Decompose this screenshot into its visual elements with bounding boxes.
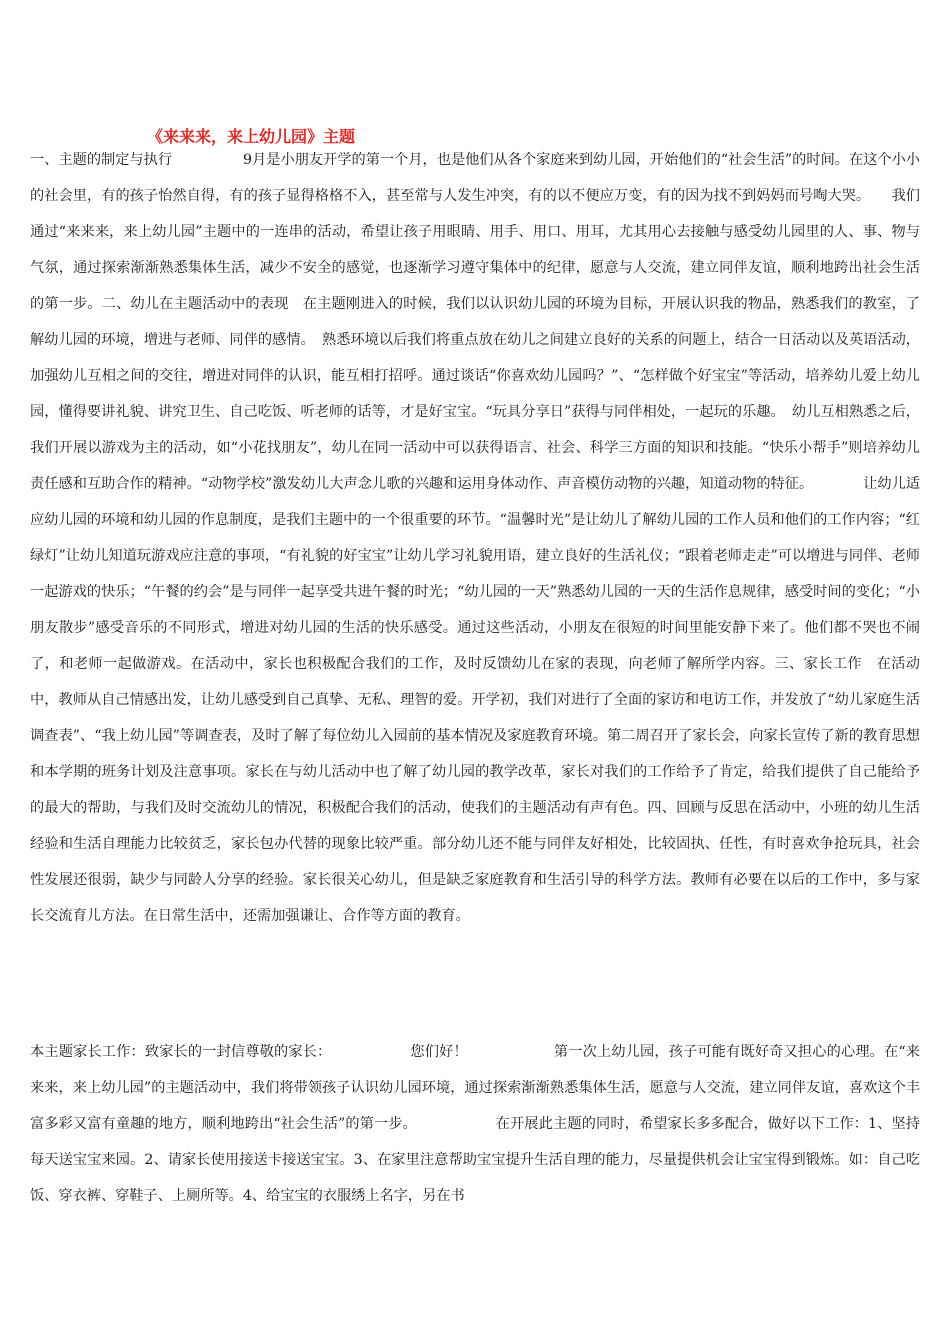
body-paragraph-parent-letter: 本主题家长工作：致家长的一封信尊敬的家长： 您们好！ 第一次上幼儿园，孩子可能有既好奇又担心的心理。在“来来来，来上幼儿园”的主题活动中，我们将带领孩子认识幼儿园环境，通过探索渐渐熟悉集体生活，愿意与人交流，建立同伴友谊，喜欢这个丰富多彩又富有童趣的地方，顺利地跨出“社会生活”的第一步。 在开展此主题的同时，希望家长多多配合，做好以下工作：1、坚持每天送宝宝来园。2、请家长使用接送卡接送宝宝。3、在家里注意帮助宝宝提升生活自理的能力，尽量提供机会让宝宝得到锻炼。如：自己吃饭、穿衣裤、穿鞋子、上厕所等。4、给宝宝的衣服绣上名字，另在书 [30, 1044, 920, 1204]
document-title: 《来来来，来上幼儿园》主题 [147, 127, 356, 146]
body-paragraph-main: 一、主题的制定与执行 9月是小朋友开学的第一个月，也是他们从各个家庭来到幼儿园，开始他们的“社会生活”的时间。在这个小小的社会里，有的孩子怡然自得，有的孩子显得格格不入，甚至常与人发生冲突，有的以不便应万变，有的因为找不到妈妈而号啕大哭。 我们通过“来来来，来上幼儿园”主题中的一连串的活动，希望让孩子用眼睛、用手、用口、用耳，尤其用心去接触与感受幼儿园里的人、事、物与气氛，通过探索渐渐熟悉集体生活，减少不安全的感觉，也逐渐学习遵守集体中的纪律，愿意与人交流，建立同伴友谊，顺利地跨出社会生活的第一步。二、幼儿在主题活动中的表现 在主题刚进入的时候，我们以认识幼儿园的环境为目标，开展认识我的物品，熟悉我们的教室，了解幼儿园的环境，增进与老师、同伴的感情。 熟悉环境以后我们将重点放在幼儿之间建立良好的关系的问题上，结合一日活动以及英语活动，加强幼儿互相之间的交往，增进对同伴的认识，能互相打招呼。通过谈话“你喜欢幼儿园吗？”、“怎样做个好宝宝”等活动，培养幼儿爱上幼儿园，懂得要讲礼貌、讲究卫生、自己吃饭、听老师的话等，才是好宝宝。“玩具分享日”获得与同伴相处，一起玩的乐趣。 幼儿互相熟悉之后，我们开展以游戏为主的活动，如“小花找朋友”，幼儿在同一活动中可以获得语言、社会、科学三方面的知识和技能。“快乐小帮手”则培养幼儿责任感和互助合作的精神。“动物学校”激发幼儿大声念儿歌的兴趣和运用身体动作、声音模仿动物的兴趣，知道动物的特征。 让幼儿适应幼儿园的环境和幼儿园的作息制度，是我们主题中的一个很重要的环节。“温馨时光”是让幼儿了解幼儿园的工作人员和他们的工作内容；“红绿灯”让幼儿知道玩游戏应注意的事项，“有礼貌的好宝宝”让幼儿学习礼貌用语，建立良好的生活礼仪；“跟着老师走走”可以增进与同伴、老师一起游戏的快乐；“午餐的约会”是与同伴一起享受共进午餐的时光；“幼儿园的一天”熟悉幼儿园的一天的生活作息规律，感受时间的变化；“小朋友散步”感受音乐的不同形式，增进对幼儿园的生活的快乐感受。通过这些活动，小朋友在很短的时间里能安静下来了。他们都不哭也不闹了，和老师一起做游戏。在活动中，家长也积极配合我们的工作，及时反馈幼儿在家的表现，向老师了解所学内容。三、家长工作 在活动中，教师从自己情感出发，让幼儿感受到自己真挚、无私、理智的爱。开学初，我们对进行了全面的家访和电访工作，并发放了“幼儿家庭生活调查表”、“我上幼儿园”等调查表，及时了解了每位幼儿入园前的基本情况及家庭教育环境。第二周召开了家长会，向家长宣传了新的教育思想和本学期的班务计划及注意事项。家长在与幼儿活动中也了解了幼儿园的教学改革，家长对我们的工作给予了肯定，给我们提供了自己能给予的最大的帮助，与我们及时交流幼儿的情况，积极配合我们的活动，使我们的主题活动有声有色。四、回顾与反思在活动中，小班的幼儿生活经验和生活自理能力比较贫乏，家长包办代替的现象比较严重。部分幼儿还不能与同伴友好相处，比较固执、任性，有时喜欢争抢玩具，社会性发展还很弱，缺少与同龄人分享的经验。家长很关心幼儿，但是缺乏家庭教育和生活引导的科学方法。教师有必要在以后的工作中，多与家长交流育儿方法。在日常生活中，还需加强谦让、合作等方面的教育。 [30, 152, 920, 924]
